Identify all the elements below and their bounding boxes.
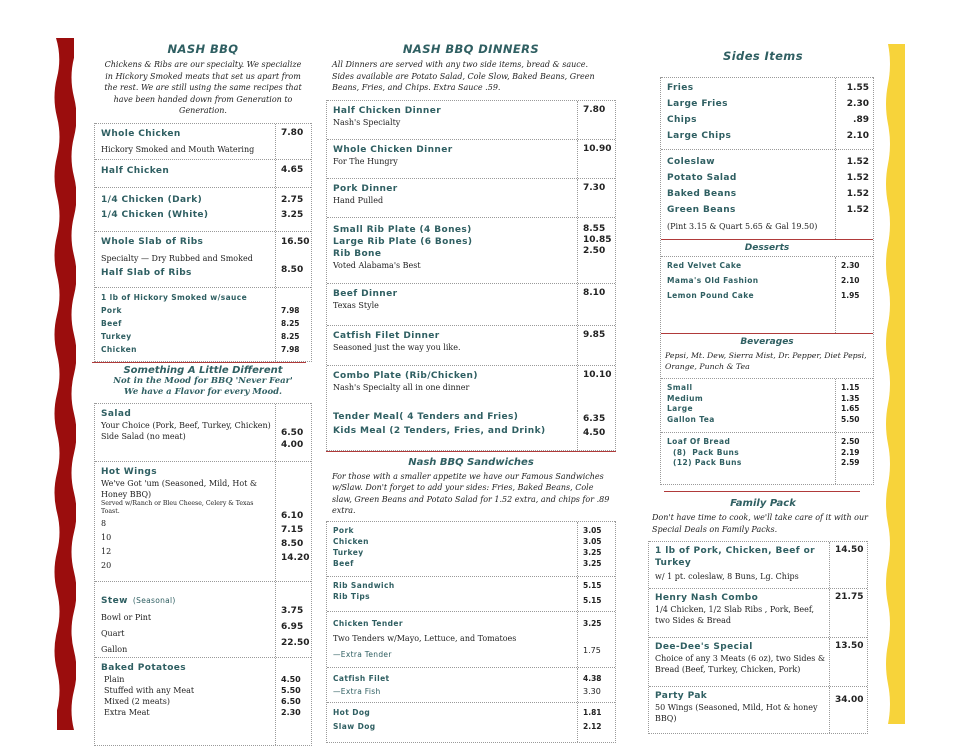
item-name: Party Pak [655, 691, 708, 701]
side-fries: Fries [667, 83, 694, 93]
item-desc: Hand Pulled [333, 195, 384, 205]
side-baked-beans-price: 1.52 [846, 189, 869, 199]
lb-price-pork: 7.98 [281, 305, 300, 315]
side-green-beans-price: 1.52 [846, 205, 869, 215]
item-name: Whole Chicken [101, 128, 181, 139]
item-desc: We've Got 'um (Seasoned, Mild, Hot & Honey BBQ) [101, 478, 258, 499]
stew-size-gallon: Gallon [101, 644, 128, 654]
potato-price-mixed: 6.50 [281, 696, 301, 706]
potato-extra-meat: Extra Meat [104, 707, 150, 717]
side-large-fries-price: 2.30 [846, 99, 869, 109]
dessert-lemon-price: 1.95 [841, 291, 860, 300]
lb-item-beef: Beef [101, 318, 122, 328]
beverage-small: Small [667, 383, 693, 392]
item-desc: 50 Wings (Seasoned, Mild, Hot & honey BBQ) [655, 703, 818, 723]
item-name: Half Chicken Dinner [333, 105, 442, 116]
right-yellow-stripe [886, 44, 906, 724]
family-pack-title: Family Pack [730, 498, 796, 509]
item-price: 10.90 [583, 143, 612, 154]
menu-item [95, 159, 311, 187]
section-divider [326, 451, 616, 452]
different-note-2: We have a Flavor for every Mood. [123, 386, 283, 397]
side-green-beans: Green Beans [667, 205, 736, 215]
item-price: 8.55 [583, 223, 606, 234]
hot-dog: Hot Dog [333, 707, 371, 717]
beverage-small-price: 1.15 [841, 383, 860, 392]
dessert-red-velvet: Red Velvet Cake [667, 261, 742, 270]
lb-price-turkey: 8.25 [281, 331, 300, 341]
extra-tender: —Extra Tender [333, 649, 392, 659]
beverage-gallon-tea-price: 5.50 [841, 414, 860, 424]
menu-item [327, 178, 615, 217]
menu-item [327, 100, 615, 139]
item-price: 4.50 [583, 427, 606, 438]
side-potato-salad: Potato Salad [667, 173, 737, 183]
stew-size-quart: Quart [101, 628, 125, 638]
sandwich-price-chicken: 3.05 [583, 536, 602, 546]
item-price: 4.00 [281, 439, 304, 450]
item-price: 34.00 [835, 695, 864, 705]
item-price: 8.50 [281, 264, 304, 275]
side-chips-price: .89 [853, 115, 869, 125]
wings-price-10: 7.15 [281, 524, 304, 535]
extra-tender-price: 1.75 [583, 645, 601, 655]
rib-tips: Rib Tips [333, 591, 371, 601]
item-name: Stew [101, 595, 128, 606]
item-desc: Hickory Smoked and Mouth Watering [101, 144, 255, 154]
item-price: 7.80 [583, 104, 606, 115]
beverage-medium: Medium [667, 393, 704, 403]
item-price: 6.50 [281, 427, 304, 438]
menu-item [95, 123, 311, 159]
lb-price-chicken: 7.98 [281, 344, 300, 354]
item-desc: 1/4 Chicken, 1/2 Slab Ribs , Pork, Beef, two Sides & Bread [655, 605, 815, 625]
stew-price-bowl: 3.75 [281, 605, 304, 616]
menu-item [649, 588, 867, 637]
side-baked-beans: Baked Beans [667, 189, 737, 199]
item-desc-small: Served w/Ranch or Bleu Cheese, Celery & Texas Toast. [101, 499, 254, 515]
sandwich-turkey: Turkey [333, 547, 364, 557]
item-name: Catfish Filet [333, 673, 390, 683]
menu-item [327, 667, 615, 702]
item-desc: w/ 1 pt. coleslaw, 8 Buns, Lg. Chips [655, 572, 799, 581]
beverage-medium-price: 1.35 [841, 393, 860, 403]
potato-plain: Plain [104, 674, 125, 684]
menu-item [649, 637, 867, 686]
wings-price-20: 14.20 [281, 552, 310, 563]
menu-item [327, 611, 615, 667]
item-price: 3.25 [281, 209, 304, 220]
family-pack-intro: Don't have time to cook, we'll take care of it with our Special Deals on Family Packs. [652, 513, 868, 534]
item-desc: Specialty — Dry Rubbed and Smoked [101, 253, 253, 263]
menu-item [95, 287, 311, 361]
slaw-dog-price: 2.12 [583, 721, 602, 731]
item-price: 2.75 [281, 194, 304, 205]
wings-count-8: 8 [101, 518, 107, 528]
beverages-title: Beverages [740, 337, 794, 347]
nash-bbq-title: NASH BBQ [167, 42, 239, 56]
side-large-chips-price: 2.10 [846, 131, 869, 141]
stew-price-quart: 6.95 [281, 621, 304, 632]
menu-item [95, 657, 311, 745]
family-pack-menu [648, 541, 868, 734]
side-large-chips: Large Chips [667, 131, 732, 141]
extra-fish-price: 3.30 [583, 686, 601, 696]
item-price: 7.30 [583, 182, 606, 193]
bread-8-pack: (8) Pack Buns [673, 447, 740, 457]
item-name: 1/4 Chicken (Dark) [101, 194, 203, 205]
menu-item [327, 365, 615, 411]
item-name: Chicken Tender [333, 618, 403, 628]
item-desc: Voted Alabama's Best [333, 260, 421, 270]
item-name: Half Slab of Ribs [101, 267, 192, 278]
menu-item [327, 139, 615, 178]
potato-mixed: Mixed (2 meats) [104, 696, 170, 706]
hot-dog-price: 1.81 [583, 707, 602, 717]
menu-item [327, 521, 615, 576]
side-coleslaw-price: 1.52 [846, 157, 869, 167]
stew-size-bowl: Bowl or Pint [101, 612, 152, 622]
sides-menu [660, 77, 874, 485]
item-desc: Your Choice (Pork, Beef, Turkey, Chicken) [101, 420, 271, 430]
different-note-1: Not in the Mood for BBQ 'Never Fear' [113, 375, 293, 386]
wings-price-12: 8.50 [281, 538, 304, 549]
menu-item [95, 187, 311, 231]
wings-count-12: 12 [101, 546, 112, 556]
item-name: Catfish Filet Dinner [333, 330, 440, 341]
lb-item-chicken: Chicken [101, 344, 137, 354]
menu-item [327, 217, 615, 283]
item-price: 14.50 [835, 545, 864, 555]
item-name: Henry Nash Combo [655, 593, 759, 603]
menu-item [327, 411, 615, 450]
bread-8-price: 2.19 [841, 447, 860, 457]
sandwich-price-beef: 3.25 [583, 558, 602, 568]
item-name: Salad [101, 408, 132, 419]
section-divider [664, 491, 860, 492]
item-name: Whole Chicken Dinner [333, 144, 453, 155]
item-price: 4.65 [281, 164, 304, 175]
bread-12-price: 2.59 [841, 458, 860, 467]
item-price: 10.85 [583, 234, 612, 245]
item-note: (Seasonal) [132, 595, 176, 605]
item-name: Dee-Dee's Special [655, 642, 753, 652]
menu-item [661, 432, 873, 484]
item-desc: Texas Style [333, 300, 379, 310]
menu-item [661, 149, 873, 239]
dessert-lemon-pound: Lemon Pound Cake [667, 291, 754, 300]
nash-bbq-intro: Chickens & Ribs are our specialty. We specialize in Hickory Smoked meats that set us apart from the rest. We are still using the same recipes that have been handed down from Generation to Generation. [104, 60, 302, 115]
wings-count-20: 20 [101, 560, 112, 570]
beverages-desc: Pepsi, Mt. Dew, Sierra Mist, Dr. Pepper, Diet Pepsi, Orange, Punch & Tea [665, 351, 867, 371]
item-desc: Side Salad (no meat) [101, 431, 186, 441]
stew-price-gallon: 22.50 [281, 637, 310, 648]
item-price: 2.50 [583, 245, 606, 256]
item-name: Combo Plate (Rib/Chicken) [333, 370, 478, 381]
sandwiches-menu [326, 521, 616, 743]
menu-item [327, 576, 615, 611]
lb-price-beef: 8.25 [281, 318, 300, 328]
dinners-title: NASH BBQ DINNERS [402, 42, 540, 56]
different-title: Something A Little Different [123, 364, 283, 376]
item-name: 1/4 Chicken (White) [101, 209, 209, 220]
side-chips: Chips [667, 115, 697, 125]
item-price: 8.10 [583, 287, 606, 298]
lb-item-pork: Pork [101, 305, 122, 315]
section-divider [92, 362, 306, 363]
potato-price-plain: 4.50 [281, 674, 301, 684]
item-name: Whole Slab of Ribs [101, 236, 204, 247]
menu-item [661, 378, 873, 432]
bread-loaf-price: 2.50 [841, 437, 860, 446]
beverage-large-price: 1.65 [841, 404, 860, 413]
menu-item [95, 581, 311, 657]
item-price: 16.50 [281, 236, 310, 247]
beverage-large: Large [667, 404, 693, 413]
menu-item [327, 325, 615, 365]
menu-item [649, 541, 867, 588]
sandwich-price-turkey: 3.25 [583, 547, 602, 557]
item-price: 10.10 [583, 369, 612, 380]
side-potato-salad-price: 1.52 [846, 173, 869, 183]
chicken-ribs-menu [94, 123, 312, 362]
item-price: 3.25 [583, 618, 602, 628]
side-coleslaw: Coleslaw [667, 157, 716, 167]
dessert-mamas-price: 2.10 [841, 276, 860, 285]
sandwich-chicken: Chicken [333, 536, 369, 546]
slaw-dog: Slaw Dog [333, 721, 376, 731]
item-name: 1 lb of Hickory Smoked w/sauce [101, 292, 248, 302]
left-red-stripe [54, 38, 76, 730]
sandwiches-title: Nash BBQ Sandwiches [408, 456, 534, 468]
rib-sandwich-price: 5.15 [583, 580, 602, 590]
dinners-menu [326, 100, 616, 451]
rib-tips-price: 5.15 [583, 595, 602, 605]
item-name: Hot Wings [101, 466, 157, 477]
menu-item [95, 231, 311, 287]
item-desc: Choice of any 3 Meats (6 oz), two Sides & Bread (Beef, Turkey, Chicken, Pork) [655, 654, 825, 674]
column-sides [648, 0, 878, 734]
different-menu [94, 403, 312, 746]
item-name: Small Rib Plate (4 Bones) [333, 224, 472, 235]
dessert-mamas-old-fashion: Mama's Old Fashion [667, 276, 759, 285]
menu-item [327, 283, 615, 325]
beverage-gallon-tea: Gallon Tea [667, 414, 715, 424]
wings-price-8: 6.10 [281, 510, 304, 521]
extra-fish: —Extra Fish [333, 686, 381, 696]
wings-count-10: 10 [101, 532, 112, 542]
item-name: Beef Dinner [333, 288, 398, 299]
item-desc: For The Hungry [333, 156, 398, 166]
item-name: Pork Dinner [333, 183, 398, 194]
item-name: Baked Potatoes [101, 662, 187, 673]
column-nash-bbq [94, 0, 312, 746]
potato-price-stuffed: 5.50 [281, 685, 301, 695]
desserts-title: Desserts [744, 243, 790, 253]
item-desc: Seasoned just the way you like. [333, 342, 461, 352]
item-desc: Nash's Specialty [333, 117, 401, 127]
menu-item [661, 256, 873, 333]
item-name: Large Rib Plate (6 Bones) [333, 236, 473, 247]
item-name: Kids Meal (2 Tenders, Fries, and Drink) [333, 425, 546, 436]
item-price: 6.35 [583, 413, 606, 424]
menu-item [95, 461, 311, 581]
bread-12-pack: (12) Pack Buns [673, 458, 742, 467]
sandwich-pork: Pork [333, 525, 354, 535]
menu-item [649, 686, 867, 733]
dinners-intro: All Dinners are served with any two side items, bread & sauce. Sides available are Potato Salad, Cole Slow, Baked Beans, Green Beans, Fries, and Chips. Extra Sauce .59. [332, 60, 595, 92]
rib-sandwich: Rib Sandwich [333, 580, 395, 590]
sandwich-price-pork: 3.05 [583, 525, 602, 535]
item-name: 1 lb of Pork, Chicken, Beef or Turkey [655, 546, 816, 568]
item-price: 9.85 [583, 329, 606, 340]
potato-stuffed: Stuffed with any Meat [104, 685, 195, 695]
item-desc: Nash's Specialty all in one dinner [333, 382, 470, 392]
side-large-fries: Large Fries [667, 99, 728, 109]
side-fries-price: 1.55 [846, 83, 869, 93]
dessert-red-velvet-price: 2.30 [841, 261, 860, 270]
lb-item-turkey: Turkey [101, 331, 132, 341]
item-name: Rib Bone [333, 248, 382, 259]
sides-size-note: (Pint 3.15 & Quart 5.65 & Gal 19.50) [667, 222, 818, 231]
item-price: 21.75 [835, 592, 864, 602]
item-price: 4.38 [583, 673, 602, 683]
menu-item [327, 702, 615, 742]
sides-title: Sides Items [723, 49, 803, 63]
item-desc: Two Tenders w/Mayo, Lettuce, and Tomatoes [333, 633, 517, 643]
column-dinners [326, 0, 616, 743]
item-price: 7.80 [281, 127, 304, 138]
item-price: 13.50 [835, 641, 864, 651]
menu-item [661, 77, 873, 149]
bread-loaf: Loaf Of Bread [667, 437, 731, 446]
item-name: Half Chicken [101, 165, 170, 176]
menu-item [95, 403, 311, 461]
item-name: Tender Meal( 4 Tenders and Fries) [333, 411, 519, 422]
potato-price-extra: 2.30 [281, 707, 301, 717]
sandwich-beef: Beef [333, 558, 354, 568]
sandwiches-intro: For those with a smaller appetite we have our Famous Sandwiches w/Slaw. Don't forget to add your sides: Fries, Baked Beans, Cole slaw, Green Beans and Potato Salad for 1.52 extra, and chips for .89 extra. [332, 471, 610, 515]
